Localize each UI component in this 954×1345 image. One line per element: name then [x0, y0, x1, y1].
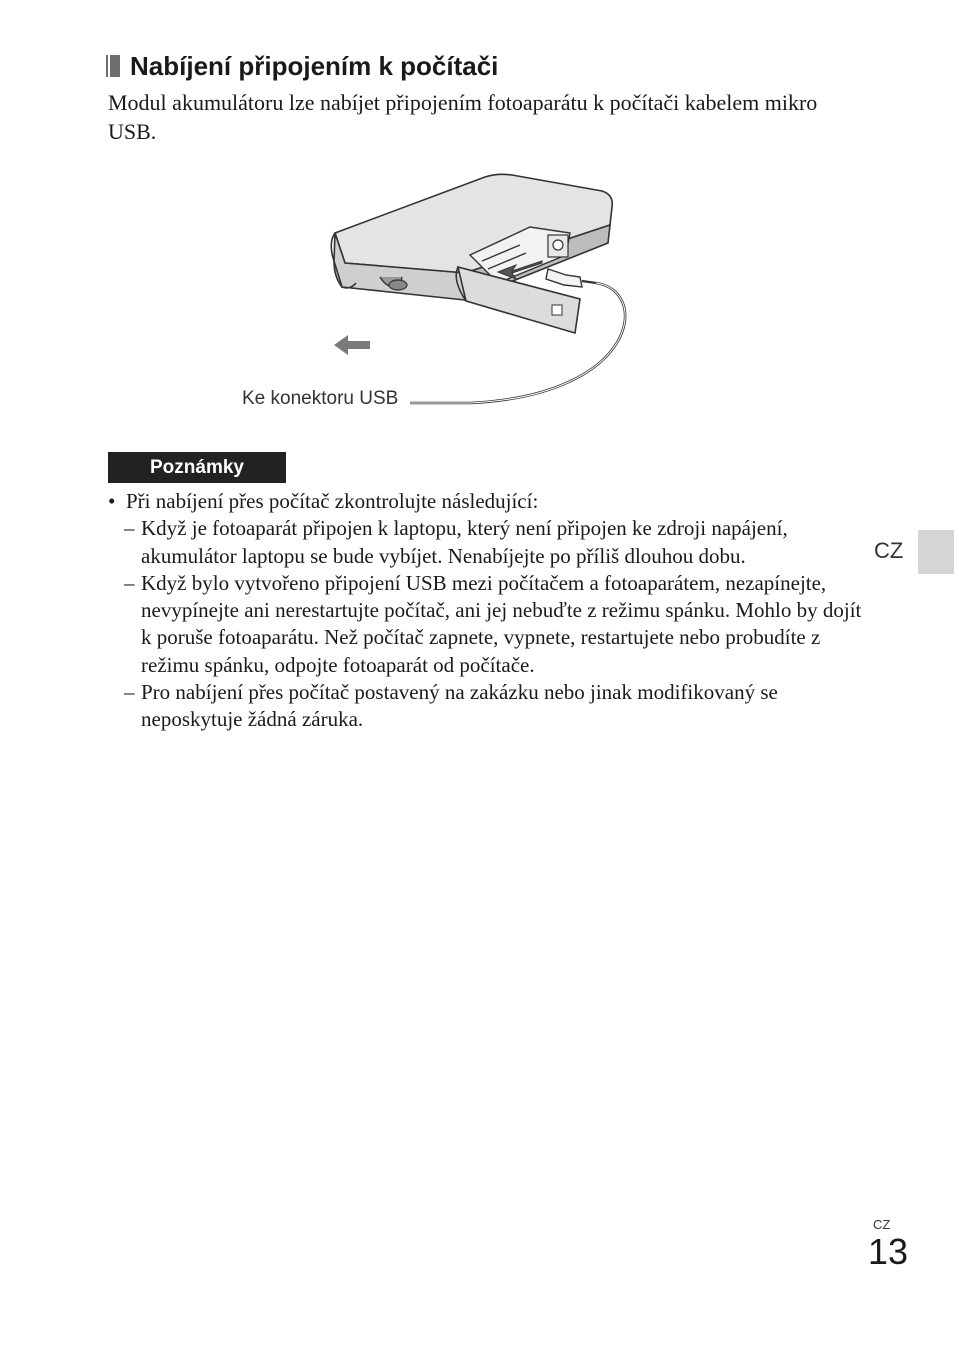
notes-item: [108, 570, 868, 679]
notes-bullet: [108, 488, 868, 515]
page-number: 13: [868, 1231, 909, 1272]
figure-caption: Ke konektoru USB: [242, 388, 399, 409]
notes-item-text: Když je fotoaparát připojen k laptopu, který není připojen ke zdroji napájení, akumulátor laptopu se bude vybíjet. Nenabíjejte po příliš dlouhou dobu.: [141, 516, 788, 568]
language-side-tab: [918, 530, 954, 574]
usb-charging-illustration: [230, 165, 650, 415]
notes-item: [108, 679, 868, 734]
camera-usb-illustration-icon: [230, 165, 650, 415]
notes-item-text: Pro nabíjení přes počítač postavený na zakázku nebo jinak modifikovaný se neposkytuje žádná záruka.: [141, 680, 778, 732]
notes-list: [108, 488, 868, 734]
section-heading: [108, 50, 498, 82]
dash-icon: –: [124, 516, 135, 541]
section-heading-text: Nabíjení připojením k počítači: [130, 51, 499, 81]
bullet-icon: •: [108, 489, 116, 513]
notes-item-text: Když bylo vytvořeno připojení USB mezi počítačem a fotoaparátem, nezapínejte, nevypínejte ani nerestartujte počítač, ani jej nebuďte z režimu spánku. Mohlo by dojít k poruše fotoaparátu. Než počítač zapnete, vypnete, restartujete nebo probudíte z režimu spánku, odpojte fotoaparát od počítače.: [141, 570, 862, 677]
notes-item: [108, 515, 868, 570]
notes-label: Poznámky: [108, 452, 286, 483]
dash-icon: –: [124, 570, 135, 595]
heading-marker-icon: [108, 55, 120, 77]
intro-paragraph: Modul akumulátoru lze nabíjet připojením fotoaparátu k počítači kabelem mikro USB.: [108, 90, 818, 144]
dash-icon: –: [124, 680, 135, 705]
page-language-code: CZ: [873, 1217, 891, 1232]
language-side-label: CZ: [874, 538, 904, 563]
notes-bullet-text: Při nabíjení přes počítač zkontrolujte následující:: [126, 489, 539, 513]
